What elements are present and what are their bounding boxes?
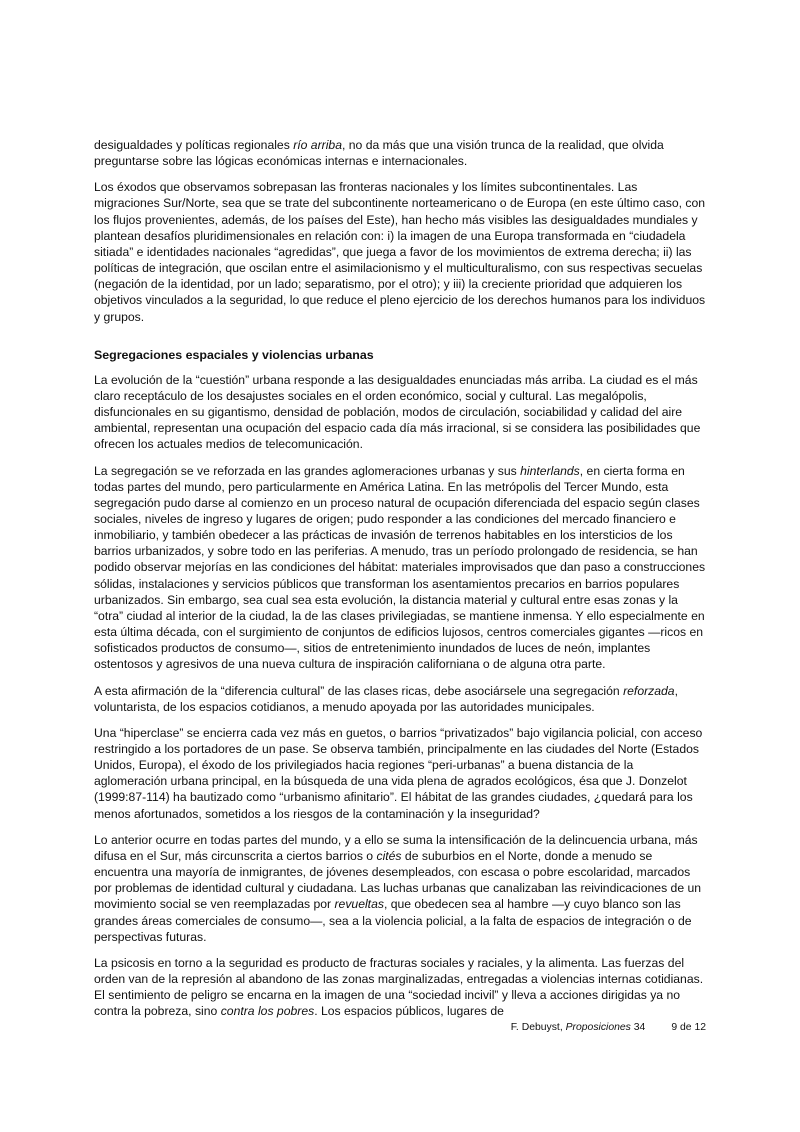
emphasis: río arriba [293,138,342,152]
text-span: , no da más que una visión trunca de la realidad, que olvida preguntarse sobre las lógicas económicas internas e internacionales. [94,138,664,169]
emphasis: hinterlands [520,463,580,478]
page-footer [511,1021,706,1035]
text-span: La segregación se ve reforzada en las grandes aglomeraciones urbanas y sus [94,463,521,478]
footer-author: F. Debuyst, [510,1022,566,1033]
paragraph-5 [94,683,706,715]
footer-issue: 34 [630,1022,646,1033]
page-number: 9 de 12 [671,1022,706,1033]
text-span: , que obedecen sea al hambre —y cuyo blanco son las grandes áreas comerciales de consumo—, sea a la violencia policial, a la falta de espacios de integración o de perspectivas futuras. [94,897,692,944]
paragraph-4 [94,463,706,673]
emphasis: revueltas [334,897,384,912]
emphasis: reforzada [623,683,675,698]
text-span: Lo anterior ocurre en todas partes del mundo, y a ello se suma la intensificación de la delincuencia urbana, más difusa en el Sur, más circunscrita a ciertos barrios o [94,832,698,863]
text-span: A esta afirmación de la “diferencia cultural” de las clases ricas, debe asociársele una segregación [94,683,624,698]
text-span: de suburbios en el Norte, donde a menudo se encuentra una mayoría de inmigrantes, de jóvenes desempleados, con escasa o pobre escolaridad, marcados por problemas de identidad cultural y ciudadana. Las luchas urbanas que canalizaban las reivindicaciones de un movimiento social se ven reemplazadas por [94,848,702,912]
emphasis: cités [376,848,402,863]
text-span: , en cierta forma en todas partes del mundo, pero particularmente en América Latina. En las metrópolis del Tercer Mundo, esta segregación pudo darse al comienzo en un proceso natural de ocupación diferenciada del espacio según clases sociales, niveles de ingreso y lugares de origen; pudo responder a las condiciones del mercado financiero e inmobiliario, y también obedecer a las prácticas de invasión de terrenos habitables en los intersticios de los barrios urbanizados, y sobre todo en las periferias. A menudo, tras un período prolongado de residencia, se han podido observar mejorías en las condiciones del hábitat: materiales improvisados que dan paso a construcciones sólidas, instalaciones y servicios públicos que transforman los asentamientos precarios en barrios populares urbanizados. Sin embargo, sea cual sea esta evolución, la distancia material y cultural entre esas zonas y la “otra” ciudad al interior de la ciudad, la de las clases privilegiadas, se mantiene inmensa. Y ello especialmente en esta última década, con el surgimiento de conjuntos de edificios lujosos, centros comerciales gigantes —ricos en sofisticados productos de consumo—, sitios de entretenimiento inundados de luces de neón, implantes ostentosos y agresivos de una nueva cultura de inspiración californiana o de alguna otra parte. [94,463,706,672]
paragraph-3: La evolución de la “cuestión” urbana responde a las desigualdades enunciadas más arriba. La ciudad es el más claro receptáculo de los desajustes sociales en el orden económico, social y cultural. Las megalópolis, disfuncionales en su gigantismo, densidad de población, modos de circulación, sociabilidad y calidad del aire ambiental, representan una ocupación del espacio cada día más irracional, si se considera las posibilidades que ofrecen los actuales medios de telecomunicación. [94,372,701,452]
text-span: . Los espacios públicos, lugares de [314,1004,504,1019]
paragraph-6: Una “hiperclase” se encierra cada vez más en guetos, o barrios “privatizados” bajo vigilancia policial, con acceso restringido a los portadores de un pase. Se observa también, principalmente en las ciudades del Norte (Estados Unidos, Europa), el éxodo de los privilegiados hacia regiones “peri-urbanas” a buena distancia de la aglomeración urbana principal, en la búsqueda de una vida plena de agrados ecológicos, ésa que J. Donzelot (1999:87-114) ha bautizado como “urbanismo afinitario”. El hábitat de las grandes ciudades, ¿quedará para los menos afortunados, sometidos a los riesgos de la contaminación y la inseguridad? [94,725,703,821]
footer-journal: Proposiciones [565,1022,631,1033]
paragraph-7 [94,832,706,945]
text-span: , voluntarista, de los espacios cotidianos, a menudo apoyada por las autoridades municipales. [94,683,678,714]
paragraph-1 [94,137,706,169]
page-content [94,137,706,1030]
text-span: La psicosis en torno a la seguridad es producto de fracturas sociales y raciales, y la alimenta. Las fuerzas del orden van de la represión al abandono de las zonas marginalizadas, entregadas a violencias internas cotidianas. El sentimiento de peligro se encarna en la imagen de una “sociedad incivil” y lleva a acciones dirigidas ya no contra la pobreza, sino [94,955,704,1019]
text-span: desigualdades y políticas regionales [94,138,294,152]
section-heading: Segregaciones espaciales y violencias urbanas [94,347,374,362]
paragraph-2: Los éxodos que observamos sobrepasan las fronteras nacionales y los límites subcontinentales. Las migraciones Sur/Norte, sea que se trate del subcontinente norteamericano o de Europa (en este último caso, con los flujos provenientes, además, de los países del Este), han hecho más visibles las desigualdades mundiales y plantean desafíos pluridimensionales en relación con: i) la imagen de una Europa transformada en “ciudadela sitiada” e identidades nacionales “agredidas”, que juega a favor de los movimientos de extrema derecha; ii) las políticas de integración, que oscilan entre el asimilacionismo y el multiculturalismo, con sus respectivas secuelas (negación de la identidad, por un lado; separatismo, por el otro); y iii) la creciente prioridad que adquieren los objetivos vinculados a la seguridad, lo que reduce el pleno ejercicio de los derechos humanos para los individuos y grupos. [94,180,706,324]
emphasis: contra los pobres [220,1004,315,1019]
paragraph-8 [94,955,706,1020]
